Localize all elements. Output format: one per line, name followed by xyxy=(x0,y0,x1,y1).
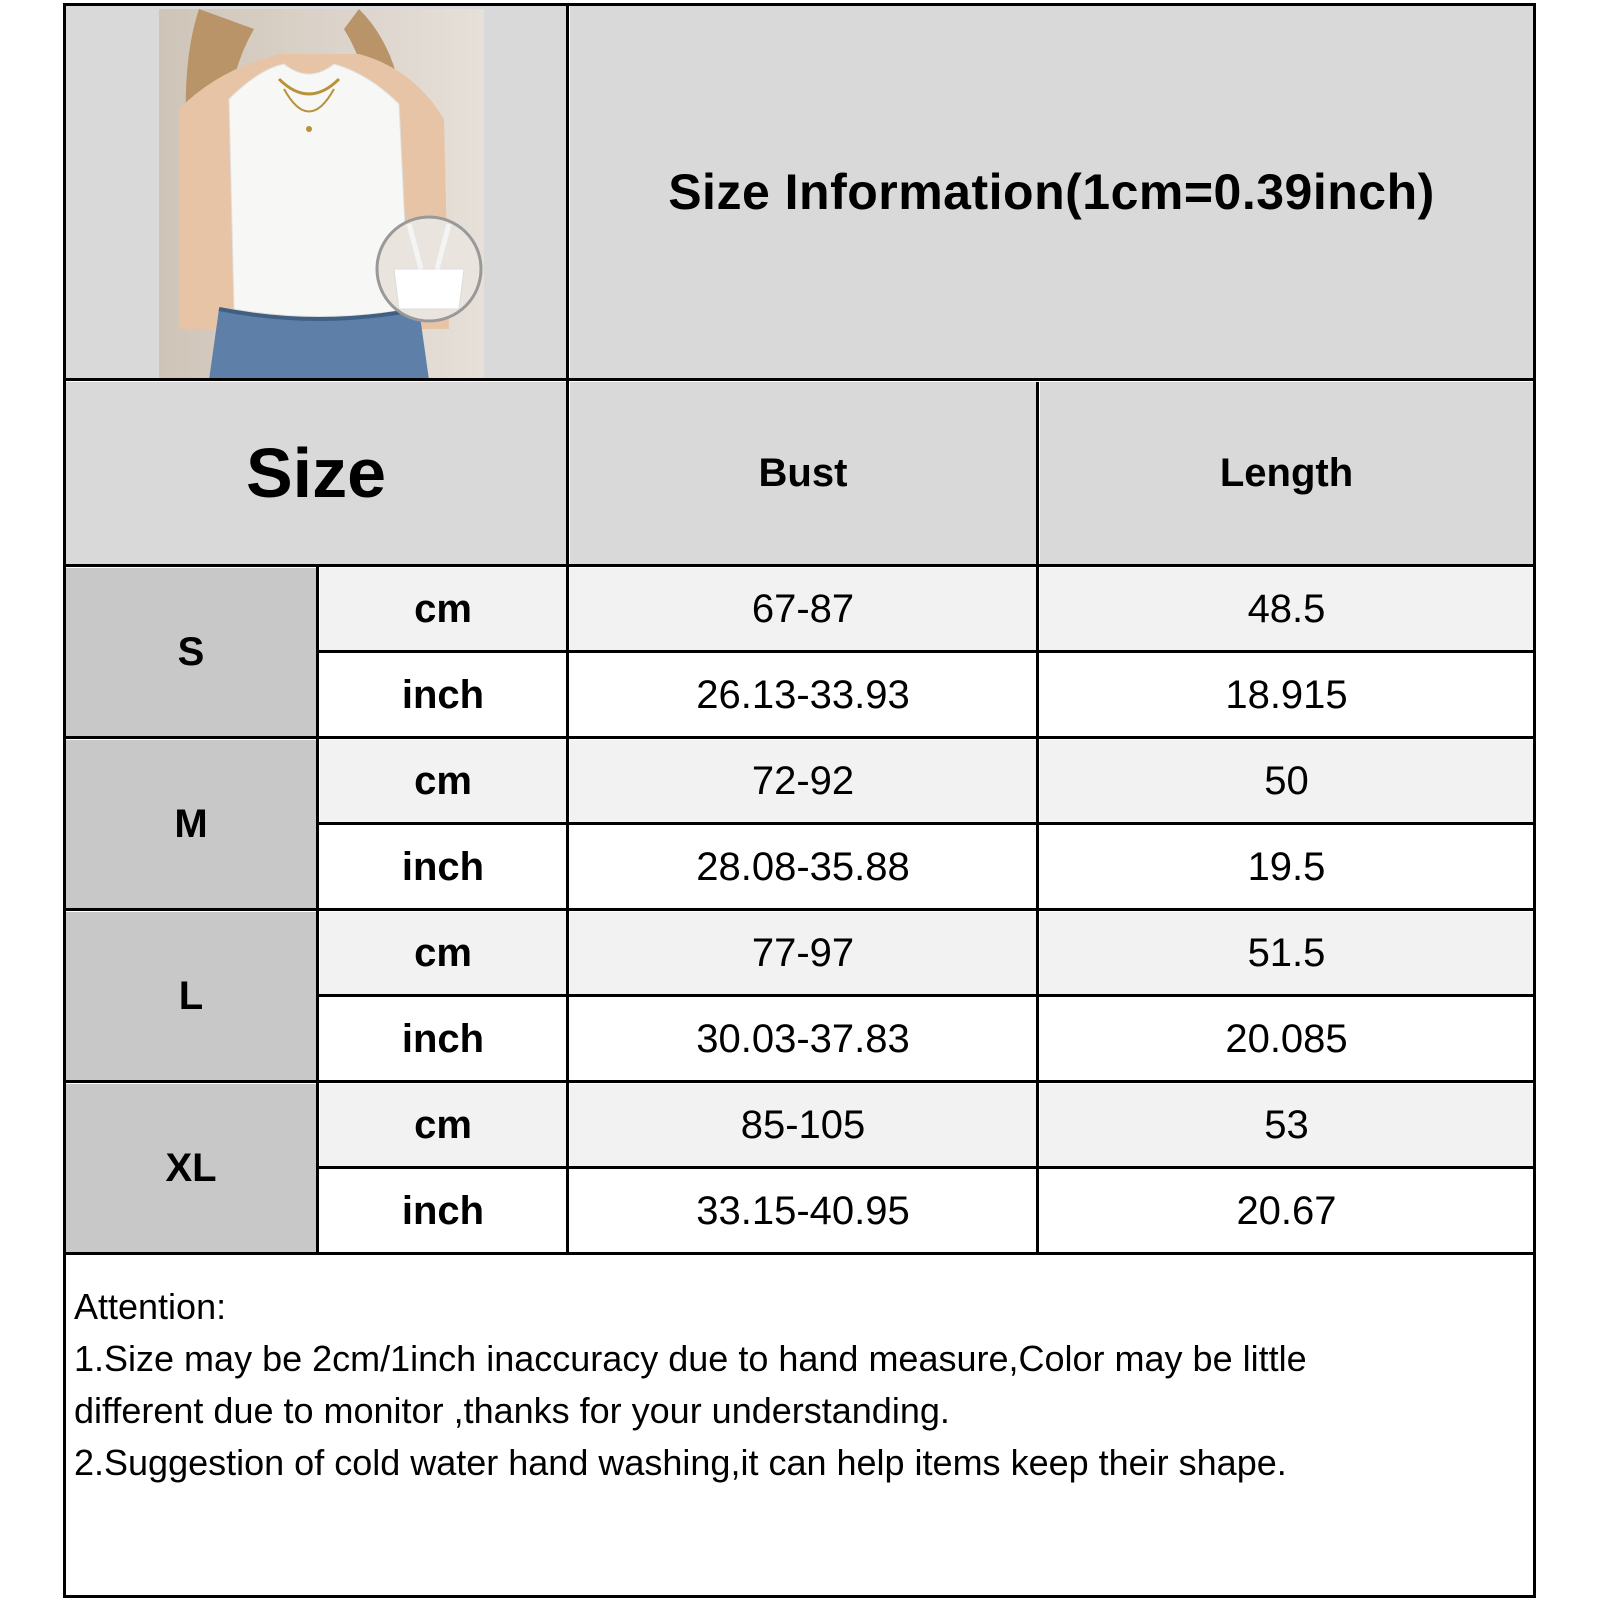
bust-value: 67-87 xyxy=(570,568,1036,650)
bust-value: 77-97 xyxy=(570,912,1036,994)
unit-inch: inch xyxy=(320,826,566,908)
grid-line xyxy=(66,1252,1533,1255)
bust-value: 72-92 xyxy=(570,740,1036,822)
size-label-s: S xyxy=(66,568,316,736)
size-column-header: Size xyxy=(66,382,566,564)
bust-value: 85-105 xyxy=(570,1084,1036,1166)
unit-inch: inch xyxy=(320,654,566,736)
unit-inch: inch xyxy=(320,1170,566,1252)
unit-cm: cm xyxy=(320,740,566,822)
bust-value: 33.15-40.95 xyxy=(570,1170,1036,1252)
grid-line xyxy=(316,994,1533,997)
length-value: 20.67 xyxy=(1040,1170,1533,1252)
length-value: 53 xyxy=(1040,1084,1533,1166)
bust-value: 28.08-35.88 xyxy=(570,826,1036,908)
size-label-xl: XL xyxy=(66,1084,316,1252)
attention-notes xyxy=(74,1281,1514,1489)
notes-line-1: 1.Size may be 2cm/1inch inaccuracy due to hand measure,Color may be little xyxy=(74,1338,1307,1379)
unit-cm: cm xyxy=(320,912,566,994)
length-column-header: Length xyxy=(1040,382,1533,564)
notes-heading: Attention: xyxy=(74,1286,227,1327)
length-value: 20.085 xyxy=(1040,998,1533,1080)
size-label-m: M xyxy=(66,740,316,908)
grid-line xyxy=(566,6,569,1254)
grid-line xyxy=(66,378,1533,381)
bust-value: 30.03-37.83 xyxy=(570,998,1036,1080)
grid-line xyxy=(316,650,1533,653)
length-value: 18.915 xyxy=(1040,654,1533,736)
size-info-title: Size Information(1cm=0.39inch) xyxy=(570,6,1533,378)
unit-cm: cm xyxy=(320,1084,566,1166)
length-value: 50 xyxy=(1040,740,1533,822)
unit-cm: cm xyxy=(320,568,566,650)
bust-value: 26.13-33.93 xyxy=(570,654,1036,736)
grid-line xyxy=(316,822,1533,825)
size-label-l: L xyxy=(66,912,316,1080)
grid-line xyxy=(1036,382,1039,1254)
unit-inch: inch xyxy=(320,998,566,1080)
length-value: 48.5 xyxy=(1040,568,1533,650)
length-value: 51.5 xyxy=(1040,912,1533,994)
grid-line xyxy=(316,1166,1533,1169)
notes-line-3: 2.Suggestion of cold water hand washing,it can help items keep their shape. xyxy=(74,1442,1287,1483)
grid-line xyxy=(66,908,1533,911)
length-value: 19.5 xyxy=(1040,826,1533,908)
size-chart xyxy=(63,3,1536,1598)
grid-line xyxy=(66,564,1533,567)
grid-line xyxy=(66,736,1533,739)
product-photo xyxy=(159,9,484,380)
notes-line-2: different due to monitor ,thanks for your understanding. xyxy=(74,1390,950,1431)
grid-line xyxy=(66,1080,1533,1083)
bust-column-header: Bust xyxy=(570,382,1036,564)
